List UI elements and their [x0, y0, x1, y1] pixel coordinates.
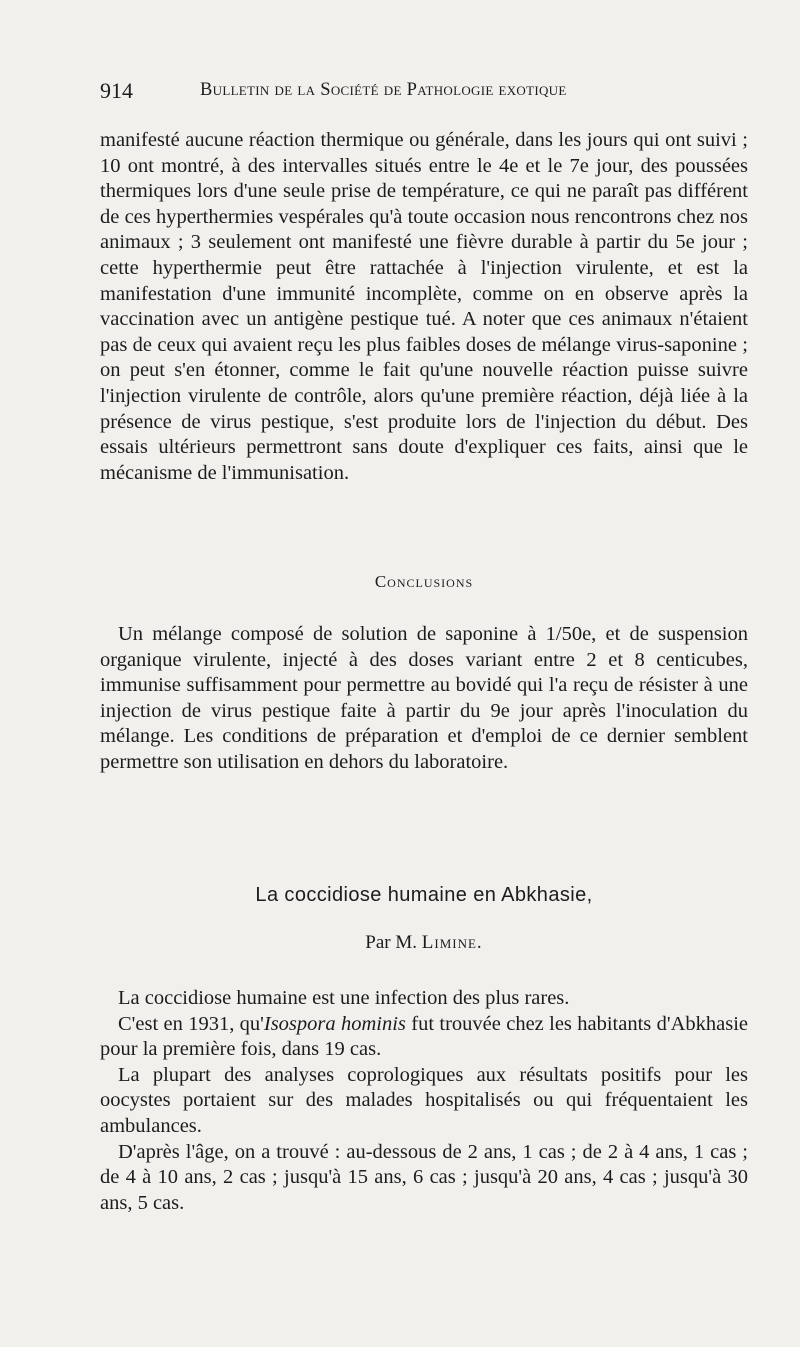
p2-before: C'est en 1931, qu'	[118, 1012, 264, 1035]
species-name: Isospora hominis	[263, 1012, 406, 1035]
running-head	[100, 78, 748, 108]
article-paragraph-4: D'après l'âge, on a trouvé : au-dessous de 2 ans, 1 cas ; de 2 à 4 ans, 1 cas ; de 4 à 10 ans, 2 cas ; jusqu'à 15 ans, 6 cas ; jusqu'à 20 ans, 4 cas ; jusqu'à 30 ans, 5 cas.	[100, 1140, 748, 1214]
article-paragraph-3: La plupart des analyses coprologiques aux résultats positifs pour les oocystes portaient sur des malades hospitalisés ou qui fréquentaient les ambulances.	[100, 1063, 748, 1137]
article-paragraph-2	[100, 1012, 748, 1063]
p2-after: fut trouvée chez les habitants d'Abkhasie pour la première fois, dans 19 cas.	[100, 1012, 748, 1061]
article-paragraph-1: La coccidiose humaine est une infection des plus rares.	[118, 987, 570, 1009]
continuation-text: manifesté aucune réaction thermique ou générale, dans les jours qui ont suivi ; 10 ont montré, à des intervalles situés entre le 4e et le 7e jour, des poussées thermiques lors d'une seule prise de température, ce qui ne paraît pas différent de ces hyperthermies vespérales qu'à toute occasion nous rencontrons chez nos animaux ; 3 seulement ont manifesté une fièvre durable à partir du 5e jour ; cette hyperthermie peut être rattachée à l'injection virulente, et est la manifestation d'une immunité incomplète, comme on en observe après la vaccination avec un antigène pestique tué. A noter que ces animaux n'étaient pas de ceux qui avaient reçu les plus faibles doses de mélange virus-saponine ; on peut s'en étonner, comme le fait qu'une nouvelle réaction puisse suivre l'injection virulente de contrôle, alors qu'une première réaction, déjà liée à la présence de virus pestique, s'est produite lors de l'injection du début. Des essais ultérieurs permettront sans doute d'expliquer ces faits, ainsi que le mécanisme de l'immunisation.	[100, 129, 748, 484]
article-body	[100, 986, 748, 1216]
byline-prefix: Par M.	[365, 932, 418, 953]
continuation-paragraph	[100, 128, 748, 486]
author-name: Limine.	[421, 932, 483, 953]
article-title: La coccidiose humaine en Abkhasie,	[255, 884, 593, 906]
conclusions-heading: Conclusions	[374, 572, 474, 591]
article-byline	[100, 932, 748, 954]
page-number: 914	[100, 78, 133, 103]
journal-title: Bulletin de la Société de Pathologie exotique	[200, 80, 567, 100]
conclusions-text: Un mélange composé de solution de saponine à 1/50e, et de suspension organique virulente, injecté à des doses variant entre 2 et 8 centicubes, immunise suffisamment pour permettre au bovidé qui l'a reçu de résister à une injection de virus pestique faite à partir du 9e jour après l'inoculation du mélange. Les conditions de préparation et d'emploi de ce dernier semblent permettre son utilisation en dehors du laboratoire.	[100, 623, 748, 773]
conclusions-paragraph	[100, 622, 748, 776]
